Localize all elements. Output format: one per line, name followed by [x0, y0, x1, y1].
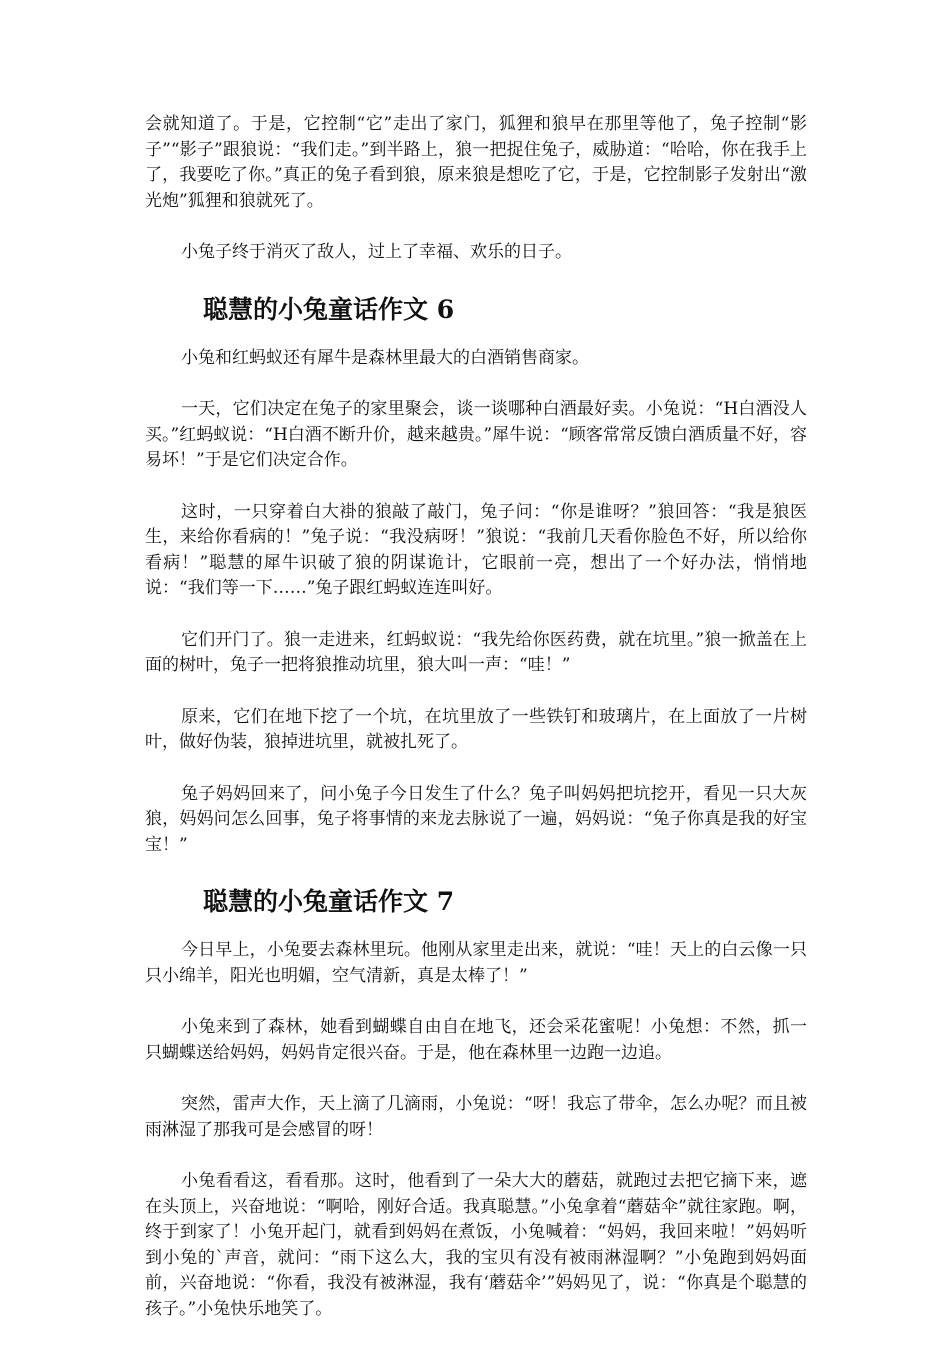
- section-7-heading: 聪慧的小兔童话作文 7: [203, 887, 455, 916]
- section-7-paragraph: 今日早上，小兔要去森林里玩。他刚从家里走出来，就说：“哇！天上的白云像一只只小绵羊，阳光也明媚，空气清新，真是太棒了！”: [145, 940, 807, 986]
- section-6-paragraph: 兔子妈妈回来了，问小兔子今日发生了什么？兔子叫妈妈把坑挖开，看见一只大灰狼，妈妈问怎么回事，兔子将事情的来龙去脉说了一遍，妈妈说：“兔子你真是我的好宝宝！”: [145, 783, 807, 855]
- story-ending-paragraph: 小兔子终于消灭了敌人，过上了幸福、欢乐的日子。: [181, 242, 572, 262]
- section-6-paragraph: 这时，一只穿着白大褂的狼敲了敲门，兔子问：“你是谁呀？”狼回答：“我是狼医生，来给你看病的！”兔子说：“我没病呀！”狼说：“我前几天看你脸色不好，所以给你看病！”聪慧的犀牛识破了狼的阴谋诡计，它眼前一亮，想出了一个好办法，悄悄地说：“我们等一下……”兔子跟红蚂蚁连连叫好。: [145, 501, 807, 598]
- section-6-heading: 聪慧的小兔童话作文 6: [203, 294, 455, 324]
- section-6-paragraph: 原来，它们在地下挖了一个坑，在坑里放了一些铁钉和玻璃片，在上面放了一片树叶，做好伪装，狼掉进坑里，就被扎死了。: [145, 706, 807, 752]
- section-6-paragraph: 一天，它们决定在兔子的家里聚会，谈一谈哪种白酒最好卖。小兔说：“H白酒没人买。”红蚂蚁说：“H白酒不断升价，越来越贵。”犀牛说：“顾客常常反馈白酒质量不好，容易坏！”于是它们决定合作。: [145, 399, 807, 470]
- section-7-paragraph: 突然，雷声大作，天上滴了几滴雨，小兔说：“呀！我忘了带伞，怎么办呢？而且被雨淋湿了那我可是会感冒的呀！: [145, 1094, 807, 1140]
- section-6-paragraph: 它们开门了。狼一走进来，红蚂蚁说：“我先给你医药费，就在坑里。”狼一掀盖在上面的树叶，兔子一把将狼推动坑里，狼大叫一声：“哇！”: [145, 629, 807, 675]
- continuation-paragraph: 会就知道了。于是，它控制“它”走出了家门，狐狸和狼早在那里等他了，兔子控制“影子”“影子”跟狼说：“我们走。”到半路上，狼一把捉住兔子，威胁道：“哈哈，你在我手上了，我要吃了你。”真正的兔子看到狼，原来狼是想吃了它，于是，它控制影子发射出“激光炮”狐狸和狼就死了。: [145, 114, 807, 211]
- section-7-paragraph: 小兔看看这，看看那。这时，他看到了一朵大大的蘑菇，就跑过去把它摘下来，遮在头顶上，兴奋地说：“啊哈，刚好合适。我真聪慧。”小兔拿着“蘑菇伞”就往家跑。啊，终于到家了！小兔开起门，就看到妈妈在煮饭，小兔喊着：“妈妈，我回来啦！”妈妈听到小兔的`声音，就问：“雨下这么大，我的宝贝有没有被雨淋湿啊？”小兔跑到妈妈面前，兴奋地说：“你看，我没有被淋湿，我有‘蘑菇伞’”妈妈见了，说：“你真是个聪慧的孩子。”小兔快乐地笑了。: [145, 1171, 807, 1319]
- document-body: [145, 112, 807, 1348]
- section-7-paragraph: 小兔来到了森林，她看到蝴蝶自由自在地飞，还会采花蜜呢！小兔想：不然，抓一只蝴蝶送给妈妈，妈妈肯定很兴奋。于是，他在森林里一边跑一边追。: [145, 1017, 807, 1063]
- section-6-paragraph: 小兔和红蚂蚁还有犀牛是森林里最大的白酒销售商家。: [181, 347, 589, 368]
